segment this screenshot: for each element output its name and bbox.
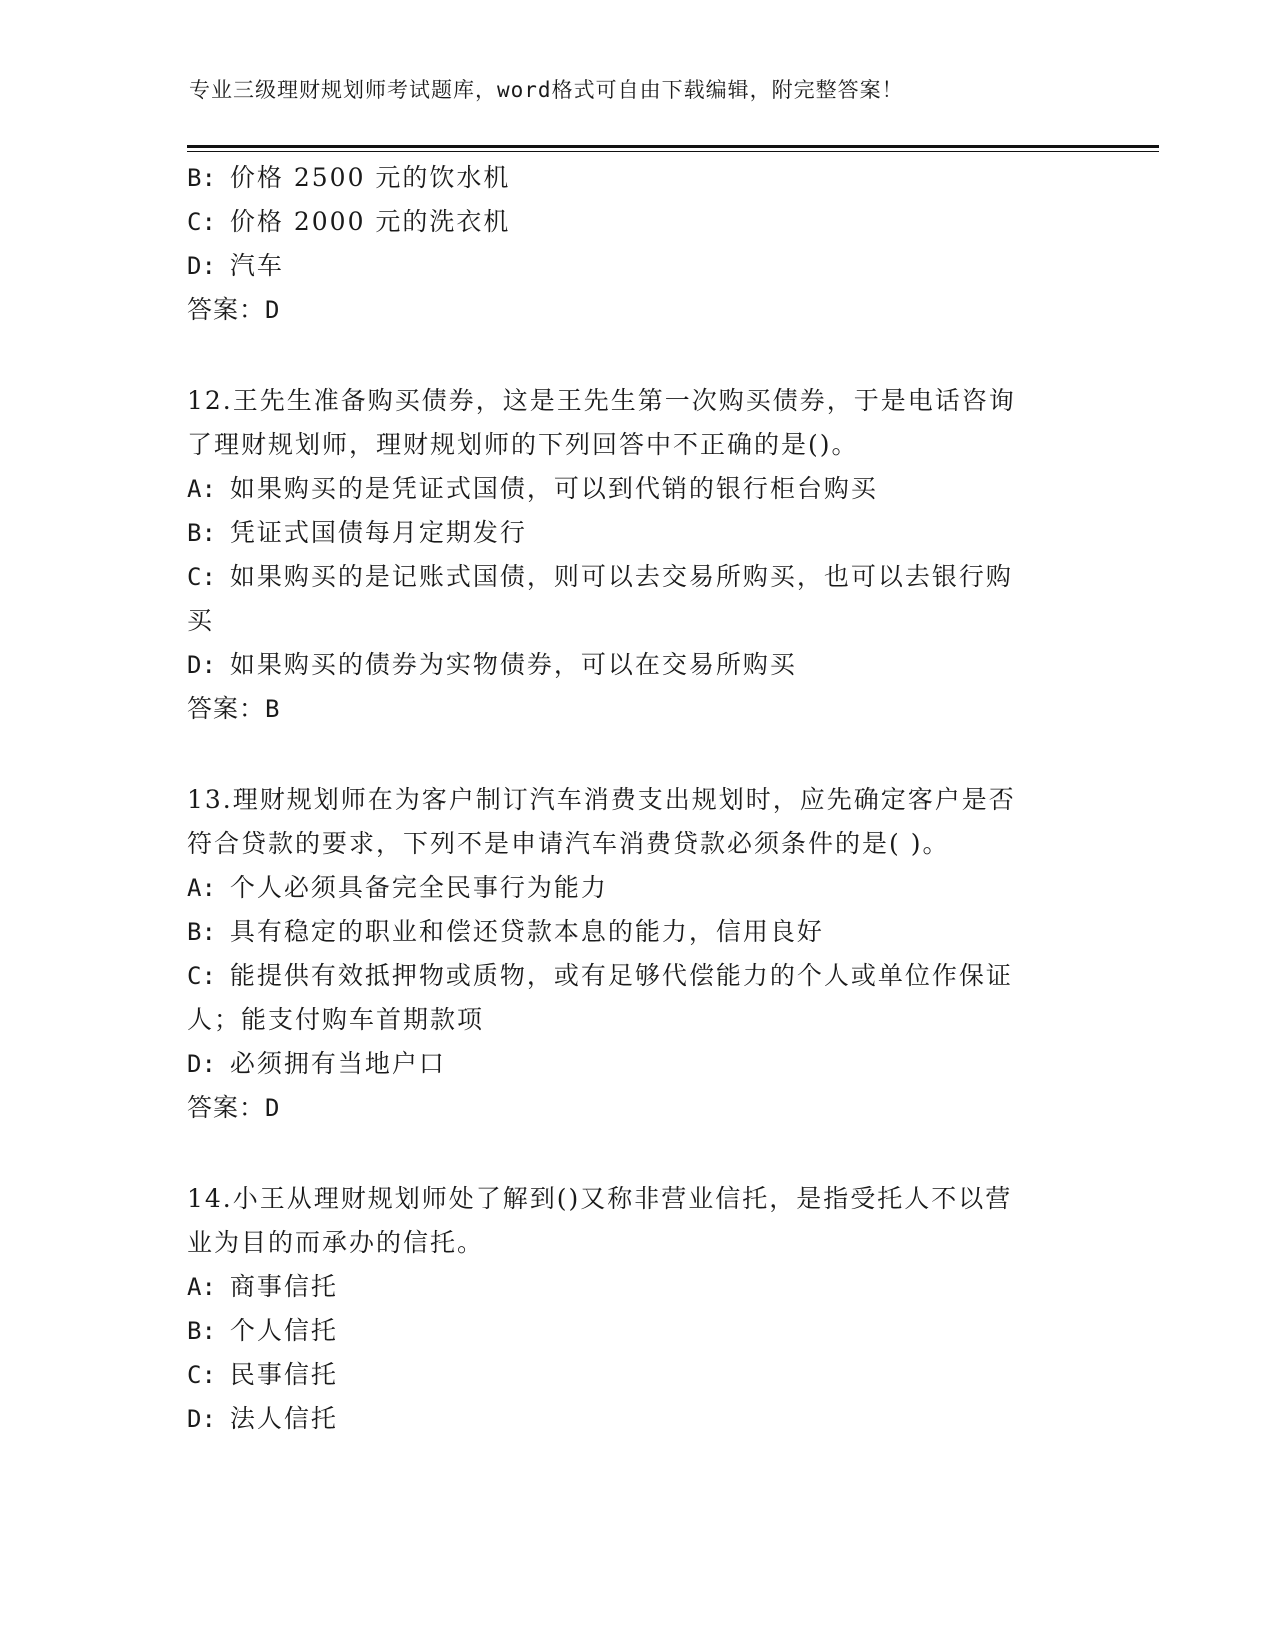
option-letter: D:: [187, 252, 216, 280]
answer-label: 答案：: [187, 295, 266, 324]
option-text: 法人信托: [229, 1404, 338, 1433]
answer-key: B: [265, 695, 281, 723]
q13-option-c: [187, 960, 1013, 992]
q13-answer: [187, 1092, 280, 1124]
q13-stem-line-2: 符合贷款的要求，下列不是申请汽车消费贷款必须条件的是( )。: [187, 829, 950, 858]
option-text: 商事信托: [229, 1272, 338, 1301]
option-text: 如果购买的是记账式国债，则可以去交易所购买，也可以去银行购: [229, 562, 1013, 591]
answer-label: 答案：: [187, 1093, 266, 1122]
option-letter: B:: [187, 519, 216, 547]
q12-option-b: [187, 517, 527, 549]
option-text: 民事信托: [229, 1360, 338, 1389]
option-letter: B:: [187, 1317, 216, 1345]
page-header: 专业三级理财规划师考试题库，word格式可自由下载编辑，附完整答案！: [189, 78, 904, 102]
q12-option-c-continuation: 买: [187, 606, 215, 635]
option-letter: D:: [187, 1405, 216, 1433]
q14-option-c: [187, 1359, 338, 1391]
q14-option-a: [187, 1271, 338, 1303]
option-letter: B:: [187, 164, 216, 192]
option-letter: C:: [187, 1361, 216, 1389]
option-text: 能提供有效抵押物或质物，或有足够代偿能力的个人或单位作保证: [229, 961, 1013, 990]
q13-option-a: [187, 872, 608, 904]
answer-key: D: [265, 1094, 281, 1122]
q12-answer: [187, 693, 280, 725]
answer-label: 答案：: [187, 694, 266, 723]
q12-option-a: [187, 473, 878, 505]
option-text: 具有稳定的职业和偿还贷款本息的能力，信用良好: [229, 917, 824, 946]
option-text: 个人信托: [229, 1316, 338, 1345]
option-letter: A:: [187, 874, 216, 902]
option-text: 如果购买的是凭证式国债，可以到代销的银行柜台购买: [229, 474, 878, 503]
option-letter: A:: [187, 475, 216, 503]
q12-stem-line-1: 12.王先生准备购买债券，这是王先生第一次购买债券，于是电话咨询: [187, 386, 1016, 415]
option-text: 如果购买的债券为实物债券，可以在交易所购买: [229, 650, 797, 679]
q11-option-b: [187, 162, 510, 194]
q12-stem-line-2: 了理财规划师，理财规划师的下列回答中不正确的是()。: [187, 430, 859, 459]
option-letter: A:: [187, 1273, 216, 1301]
option-text: 凭证式国债每月定期发行: [229, 518, 527, 547]
option-text: 汽车: [229, 251, 284, 280]
q14-option-b: [187, 1315, 338, 1347]
option-letter: B:: [187, 918, 216, 946]
option-letter: C:: [187, 208, 216, 236]
option-letter: C:: [187, 962, 216, 990]
answer-key: D: [265, 296, 281, 324]
option-letter: D:: [187, 1050, 216, 1078]
option-text: 价格 2500 元的饮水机: [229, 163, 511, 192]
q14-option-d: [187, 1403, 338, 1435]
q11-option-d: [187, 250, 284, 282]
q14-stem-line-1: 14.小王从理财规划师处了解到()又称非营业信托，是指受托人不以营: [187, 1184, 1013, 1213]
option-letter: D:: [187, 651, 216, 679]
q13-option-c-continuation: 人；能支付购车首期款项: [187, 1005, 485, 1034]
option-letter: C:: [187, 563, 216, 591]
option-text: 价格 2000 元的洗衣机: [229, 207, 511, 236]
q13-option-d: [187, 1048, 446, 1080]
header-rule-thin: [187, 151, 1159, 152]
q12-option-d: [187, 649, 797, 681]
q11-answer: [187, 294, 280, 326]
q11-option-c: [187, 206, 510, 238]
q13-option-b: [187, 916, 824, 948]
option-text: 必须拥有当地户口: [229, 1049, 446, 1078]
q13-stem-line-1: 13.理财规划师在为客户制订汽车消费支出规划时，应先确定客户是否: [187, 785, 1016, 814]
option-text: 个人必须具备完全民事行为能力: [229, 873, 608, 902]
q14-stem-line-2: 业为目的而承办的信托。: [187, 1228, 485, 1257]
header-rule-thick: [187, 145, 1159, 148]
q12-option-c: [187, 561, 1013, 593]
